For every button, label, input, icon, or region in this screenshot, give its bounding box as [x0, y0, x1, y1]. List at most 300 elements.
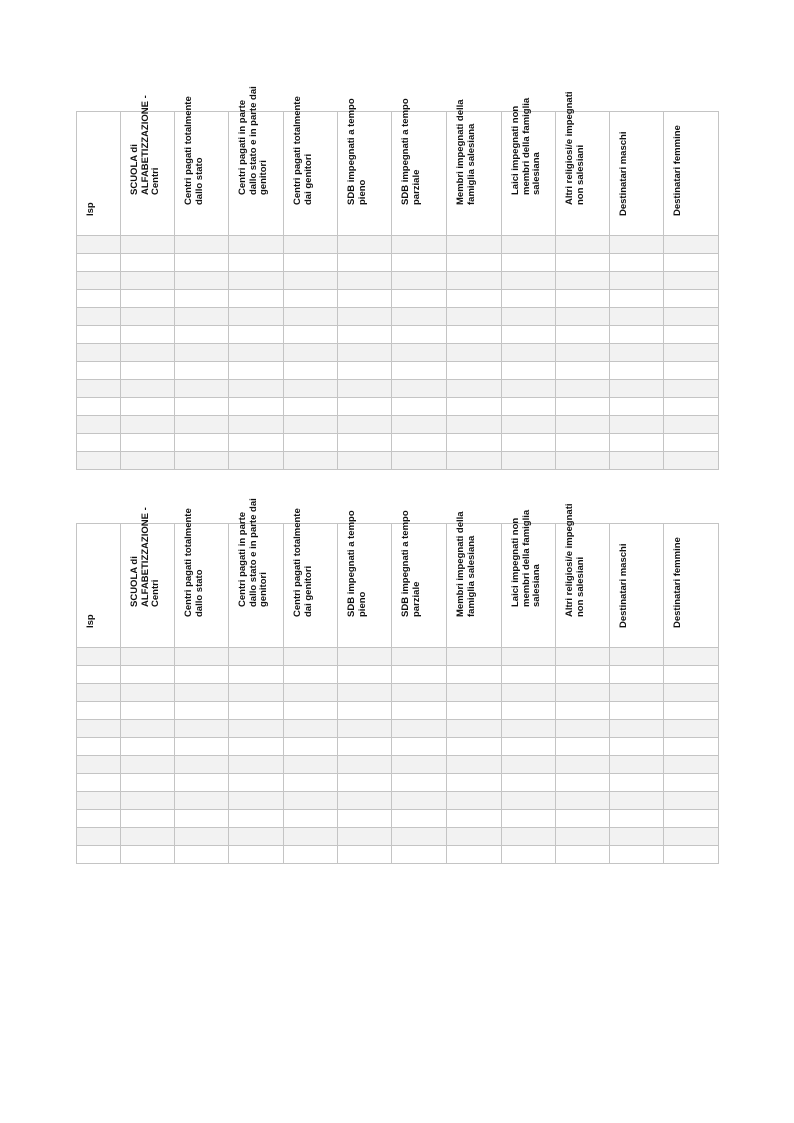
- table-cell: [663, 792, 718, 810]
- table-cell: [392, 434, 446, 452]
- table-row: [77, 774, 719, 792]
- table-cell: [284, 666, 338, 684]
- table-cell: [392, 666, 446, 684]
- header-label: SDB impegnati a tempo pieno: [346, 98, 368, 205]
- table-cell: [609, 702, 663, 720]
- header-cell-sdb-pieno: [338, 510, 392, 648]
- table-cell: [284, 452, 338, 470]
- table-cell: [501, 254, 555, 272]
- header-cell-laici: [501, 97, 555, 236]
- table-cell: [663, 380, 718, 398]
- table-cell: [501, 380, 555, 398]
- table-cell: [663, 272, 718, 290]
- table-cell: [446, 434, 501, 452]
- header-label: Centri pagati totalmente dai genitori: [292, 96, 314, 205]
- table-cell: [555, 308, 609, 326]
- table-cell: [121, 380, 175, 398]
- table-cell: [229, 792, 284, 810]
- header-cell-centri-misti: [229, 497, 284, 648]
- table-cell: [229, 738, 284, 756]
- table-cell: [392, 792, 446, 810]
- table-cell: [501, 272, 555, 290]
- table-cell: [175, 792, 229, 810]
- table-cell: [609, 774, 663, 792]
- table-cell: [77, 810, 121, 828]
- table-cell: [121, 362, 175, 380]
- table-cell: [338, 236, 392, 254]
- table-cell: [229, 380, 284, 398]
- table-cell: [175, 236, 229, 254]
- table-cell: [338, 452, 392, 470]
- table-cell: [446, 828, 501, 846]
- table-cell: [609, 648, 663, 666]
- header-label: Laici impegnati non membri della famiglia salesiana: [509, 509, 542, 607]
- table-cell: [175, 720, 229, 738]
- table-cell: [663, 648, 718, 666]
- header-cell-altri-religiosi: [555, 91, 609, 236]
- header-cell-centri-stato: [175, 96, 229, 236]
- table-cell: [392, 828, 446, 846]
- table-cell: [175, 344, 229, 362]
- table-row: [77, 684, 719, 702]
- table-cell: [121, 416, 175, 434]
- table-cell: [284, 290, 338, 308]
- header-cell-membri: [446, 99, 501, 236]
- table-cell: [338, 666, 392, 684]
- table-cell: [121, 738, 175, 756]
- table-cell: [229, 362, 284, 380]
- table-row: [77, 308, 719, 326]
- table-cell: [609, 792, 663, 810]
- table-cell: [284, 380, 338, 398]
- table-cell: [392, 810, 446, 828]
- table-cell: [284, 398, 338, 416]
- table-cell: [175, 380, 229, 398]
- table-cell: [77, 720, 121, 738]
- table-cell: [663, 236, 718, 254]
- table-cell: [609, 254, 663, 272]
- table-cell: [77, 756, 121, 774]
- table-cell: [284, 344, 338, 362]
- table-cell: [392, 326, 446, 344]
- table-cell: [555, 828, 609, 846]
- table-cell: [121, 810, 175, 828]
- table-cell: [229, 666, 284, 684]
- header-label: Isp: [85, 613, 96, 628]
- header-label: Destinatari maschi: [617, 543, 629, 628]
- table-cell: [121, 308, 175, 326]
- table-cell: [77, 452, 121, 470]
- table-cell: [338, 290, 392, 308]
- table-row: [77, 416, 719, 434]
- table-cell: [77, 684, 121, 702]
- table-row: [77, 828, 719, 846]
- table-cell: [175, 326, 229, 344]
- table-cell: [121, 326, 175, 344]
- table-cell: [501, 362, 555, 380]
- table-cell: [446, 846, 501, 864]
- table-cell: [77, 416, 121, 434]
- table-cell: [229, 398, 284, 416]
- header-cell-destinatari-femmine: [663, 524, 718, 648]
- table-cell: [175, 684, 229, 702]
- table-cell: [175, 398, 229, 416]
- table-cell: [284, 756, 338, 774]
- table-cell: [284, 326, 338, 344]
- header-label: Centri pagati totalmente dallo stato: [183, 96, 205, 205]
- table-cell: [446, 326, 501, 344]
- table-cell: [229, 326, 284, 344]
- header-cell-isp: [77, 524, 121, 648]
- table-cell: [338, 434, 392, 452]
- header-cell-destinatari-maschi: [609, 112, 663, 236]
- table-cell: [501, 434, 555, 452]
- table-row: [77, 738, 719, 756]
- table-cell: [175, 434, 229, 452]
- table-cell: [284, 416, 338, 434]
- table-cell: [446, 452, 501, 470]
- header-label: SCUOLA di ALFABETIZZAZIONE - Centri: [129, 94, 162, 195]
- table-cell: [284, 792, 338, 810]
- table-cell: [229, 720, 284, 738]
- table-cell: [609, 738, 663, 756]
- table-cell: [121, 720, 175, 738]
- table-cell: [501, 684, 555, 702]
- table-cell: [121, 398, 175, 416]
- table-cell: [663, 416, 718, 434]
- header-label: Destinatari maschi: [617, 131, 629, 216]
- table-cell: [77, 846, 121, 864]
- table-cell: [392, 380, 446, 398]
- table-cell: [555, 648, 609, 666]
- table-cell: [609, 398, 663, 416]
- header-label: Centri pagati in parte dallo stato e in parte dai genitori: [237, 497, 270, 607]
- table-cell: [338, 272, 392, 290]
- table-cell: [338, 810, 392, 828]
- table-cell: [501, 452, 555, 470]
- table-cell: [501, 774, 555, 792]
- table-cell: [663, 756, 718, 774]
- table-cell: [338, 756, 392, 774]
- table-cell: [446, 684, 501, 702]
- table-cell: [392, 648, 446, 666]
- table-cell: [77, 326, 121, 344]
- table-cell: [338, 720, 392, 738]
- header-cell-scuola: [121, 94, 175, 236]
- table-cell: [609, 810, 663, 828]
- table-cell: [663, 774, 718, 792]
- header-label: Membri impegnati della famiglia salesiana: [454, 99, 477, 205]
- table-cell: [121, 684, 175, 702]
- table-row: [77, 236, 719, 254]
- table-cell: [501, 326, 555, 344]
- table-cell: [555, 810, 609, 828]
- table-cell: [121, 846, 175, 864]
- table-cell: [446, 236, 501, 254]
- table-row: [77, 290, 719, 308]
- table-cell: [555, 774, 609, 792]
- table-cell: [284, 362, 338, 380]
- header-label: Altri religiosi/e impegnati non salesiani: [563, 91, 586, 205]
- table-cell: [175, 290, 229, 308]
- table-cell: [392, 344, 446, 362]
- table-cell: [392, 236, 446, 254]
- table-cell: [663, 666, 718, 684]
- table-cell: [77, 272, 121, 290]
- table-cell: [392, 702, 446, 720]
- table-cell: [555, 434, 609, 452]
- table-cell: [121, 254, 175, 272]
- table-cell: [663, 290, 718, 308]
- table-cell: [446, 380, 501, 398]
- table-row: [77, 344, 719, 362]
- table-cell: [446, 648, 501, 666]
- table-cell: [229, 828, 284, 846]
- header-label: SDB impegnati a tempo parziale: [400, 510, 422, 617]
- table-cell: [555, 738, 609, 756]
- table-cell: [609, 720, 663, 738]
- table-cell: [501, 648, 555, 666]
- table-cell: [446, 254, 501, 272]
- table-cell: [77, 828, 121, 846]
- table-cell: [175, 272, 229, 290]
- table-cell: [663, 344, 718, 362]
- table-body: [77, 648, 719, 864]
- table-cell: [121, 828, 175, 846]
- table-cell: [121, 756, 175, 774]
- table-cell: [392, 774, 446, 792]
- table-cell: [501, 756, 555, 774]
- table-cell: [175, 648, 229, 666]
- header-label: Altri religiosi/e impegnati non salesiani: [563, 503, 586, 617]
- table-cell: [609, 380, 663, 398]
- table-cell: [555, 684, 609, 702]
- table-cell: [284, 702, 338, 720]
- table-cell: [338, 702, 392, 720]
- table-cell: [121, 774, 175, 792]
- header-cell-destinatari-maschi: [609, 524, 663, 648]
- table-cell: [555, 846, 609, 864]
- table-cell: [663, 828, 718, 846]
- table-cell: [392, 756, 446, 774]
- table-cell: [663, 738, 718, 756]
- table-cell: [284, 308, 338, 326]
- table-cell: [501, 666, 555, 684]
- table-cell: [555, 362, 609, 380]
- table-row: [77, 326, 719, 344]
- table-row: [77, 702, 719, 720]
- table-cell: [229, 236, 284, 254]
- table-cell: [663, 326, 718, 344]
- table-cell: [229, 344, 284, 362]
- table-cell: [609, 434, 663, 452]
- table-cell: [175, 308, 229, 326]
- table-cell: [77, 434, 121, 452]
- table-cell: [609, 416, 663, 434]
- table-cell: [555, 254, 609, 272]
- table-cell: [338, 648, 392, 666]
- table-cell: [555, 792, 609, 810]
- table-cell: [392, 254, 446, 272]
- table-cell: [229, 684, 284, 702]
- table-cell: [121, 666, 175, 684]
- table-cell: [609, 846, 663, 864]
- table-cell: [663, 720, 718, 738]
- table-cell: [555, 702, 609, 720]
- table-cell: [77, 362, 121, 380]
- table-cell: [446, 702, 501, 720]
- header-cell-destinatari-femmine: [663, 112, 718, 236]
- table-cell: [175, 828, 229, 846]
- table-cell: [446, 272, 501, 290]
- table-row: [77, 810, 719, 828]
- table-cell: [338, 416, 392, 434]
- table-cell: [77, 666, 121, 684]
- table-cell: [446, 308, 501, 326]
- table-cell: [501, 828, 555, 846]
- table-cell: [229, 416, 284, 434]
- table-cell: [392, 720, 446, 738]
- table-cell: [229, 434, 284, 452]
- table-cell: [77, 254, 121, 272]
- table-cell: [229, 254, 284, 272]
- table-cell: [446, 290, 501, 308]
- header-cell-sdb-pieno: [338, 98, 392, 236]
- table-row: [77, 452, 719, 470]
- table-cell: [175, 702, 229, 720]
- table-cell: [446, 756, 501, 774]
- table-cell: [338, 398, 392, 416]
- table-cell: [446, 738, 501, 756]
- table-cell: [392, 738, 446, 756]
- table-row: [77, 720, 719, 738]
- table-cell: [446, 416, 501, 434]
- table-cell: [609, 236, 663, 254]
- table-cell: [609, 344, 663, 362]
- table-cell: [77, 290, 121, 308]
- table-cell: [338, 326, 392, 344]
- table-cell: [77, 398, 121, 416]
- header-label: Centri pagati totalmente dallo stato: [183, 508, 205, 617]
- table-cell: [338, 344, 392, 362]
- table-cell: [338, 684, 392, 702]
- table-cell: [284, 828, 338, 846]
- table-cell: [77, 236, 121, 254]
- table-cell: [392, 308, 446, 326]
- table-header-row: [77, 524, 719, 648]
- table-cell: [663, 362, 718, 380]
- header-cell-membri: [446, 511, 501, 648]
- table-cell: [555, 272, 609, 290]
- table-cell: [609, 452, 663, 470]
- header-label: Centri pagati in parte dallo stato e in parte dai genitori: [237, 85, 270, 195]
- table-cell: [121, 702, 175, 720]
- table-cell: [663, 684, 718, 702]
- table-body: [77, 236, 719, 470]
- table-cell: [229, 756, 284, 774]
- table-cell: [229, 810, 284, 828]
- table-cell: [446, 720, 501, 738]
- table-cell: [501, 344, 555, 362]
- table-row: [77, 380, 719, 398]
- table-cell: [555, 380, 609, 398]
- table-cell: [338, 846, 392, 864]
- header-cell-centri-stato: [175, 508, 229, 648]
- table-cell: [392, 416, 446, 434]
- table-cell: [77, 344, 121, 362]
- table-cell: [229, 648, 284, 666]
- header-label: Isp: [85, 201, 96, 216]
- table-cell: [446, 792, 501, 810]
- table-cell: [609, 272, 663, 290]
- header-cell-centri-genitori: [284, 96, 338, 236]
- table-cell: [284, 236, 338, 254]
- table-header-row: [77, 112, 719, 236]
- table-row: [77, 254, 719, 272]
- table-cell: [555, 720, 609, 738]
- table-cell: [284, 720, 338, 738]
- header-cell-centri-misti: [229, 85, 284, 236]
- table-cell: [284, 846, 338, 864]
- table-cell: [609, 326, 663, 344]
- table-row: [77, 398, 719, 416]
- table-cell: [609, 756, 663, 774]
- table-row: [77, 792, 719, 810]
- table-row: [77, 648, 719, 666]
- table-cell: [284, 254, 338, 272]
- table-cell: [77, 648, 121, 666]
- table-cell: [175, 666, 229, 684]
- header-cell-sdb-parziale: [392, 98, 446, 236]
- header-label: SDB impegnati a tempo pieno: [346, 510, 368, 617]
- table-cell: [663, 434, 718, 452]
- table-cell: [284, 272, 338, 290]
- header-cell-altri-religiosi: [555, 503, 609, 648]
- data-table-2: [76, 497, 719, 864]
- table-row: [77, 846, 719, 864]
- table-cell: [609, 684, 663, 702]
- table-cell: [501, 416, 555, 434]
- table-cell: [175, 756, 229, 774]
- header-label: SCUOLA di ALFABETIZZAZIONE - Centri: [129, 506, 162, 607]
- table-cell: [338, 254, 392, 272]
- table-cell: [609, 308, 663, 326]
- table-row: [77, 362, 719, 380]
- table-cell: [446, 362, 501, 380]
- header-cell-laici: [501, 509, 555, 648]
- table-cell: [121, 290, 175, 308]
- table-cell: [175, 774, 229, 792]
- header-label: Destinatari femmine: [671, 124, 683, 216]
- table-cell: [229, 308, 284, 326]
- table-cell: [555, 416, 609, 434]
- table-cell: [229, 272, 284, 290]
- table-cell: [609, 828, 663, 846]
- header-label: Membri impegnati della famiglia salesiana: [454, 511, 477, 617]
- table-cell: [392, 272, 446, 290]
- table-cell: [501, 308, 555, 326]
- table-cell: [284, 684, 338, 702]
- table-cell: [77, 380, 121, 398]
- table-cell: [663, 398, 718, 416]
- table-cell: [229, 290, 284, 308]
- table-cell: [501, 398, 555, 416]
- table-cell: [229, 846, 284, 864]
- table-cell: [229, 452, 284, 470]
- header-cell-centri-genitori: [284, 508, 338, 648]
- table-cell: [446, 344, 501, 362]
- table-cell: [77, 308, 121, 326]
